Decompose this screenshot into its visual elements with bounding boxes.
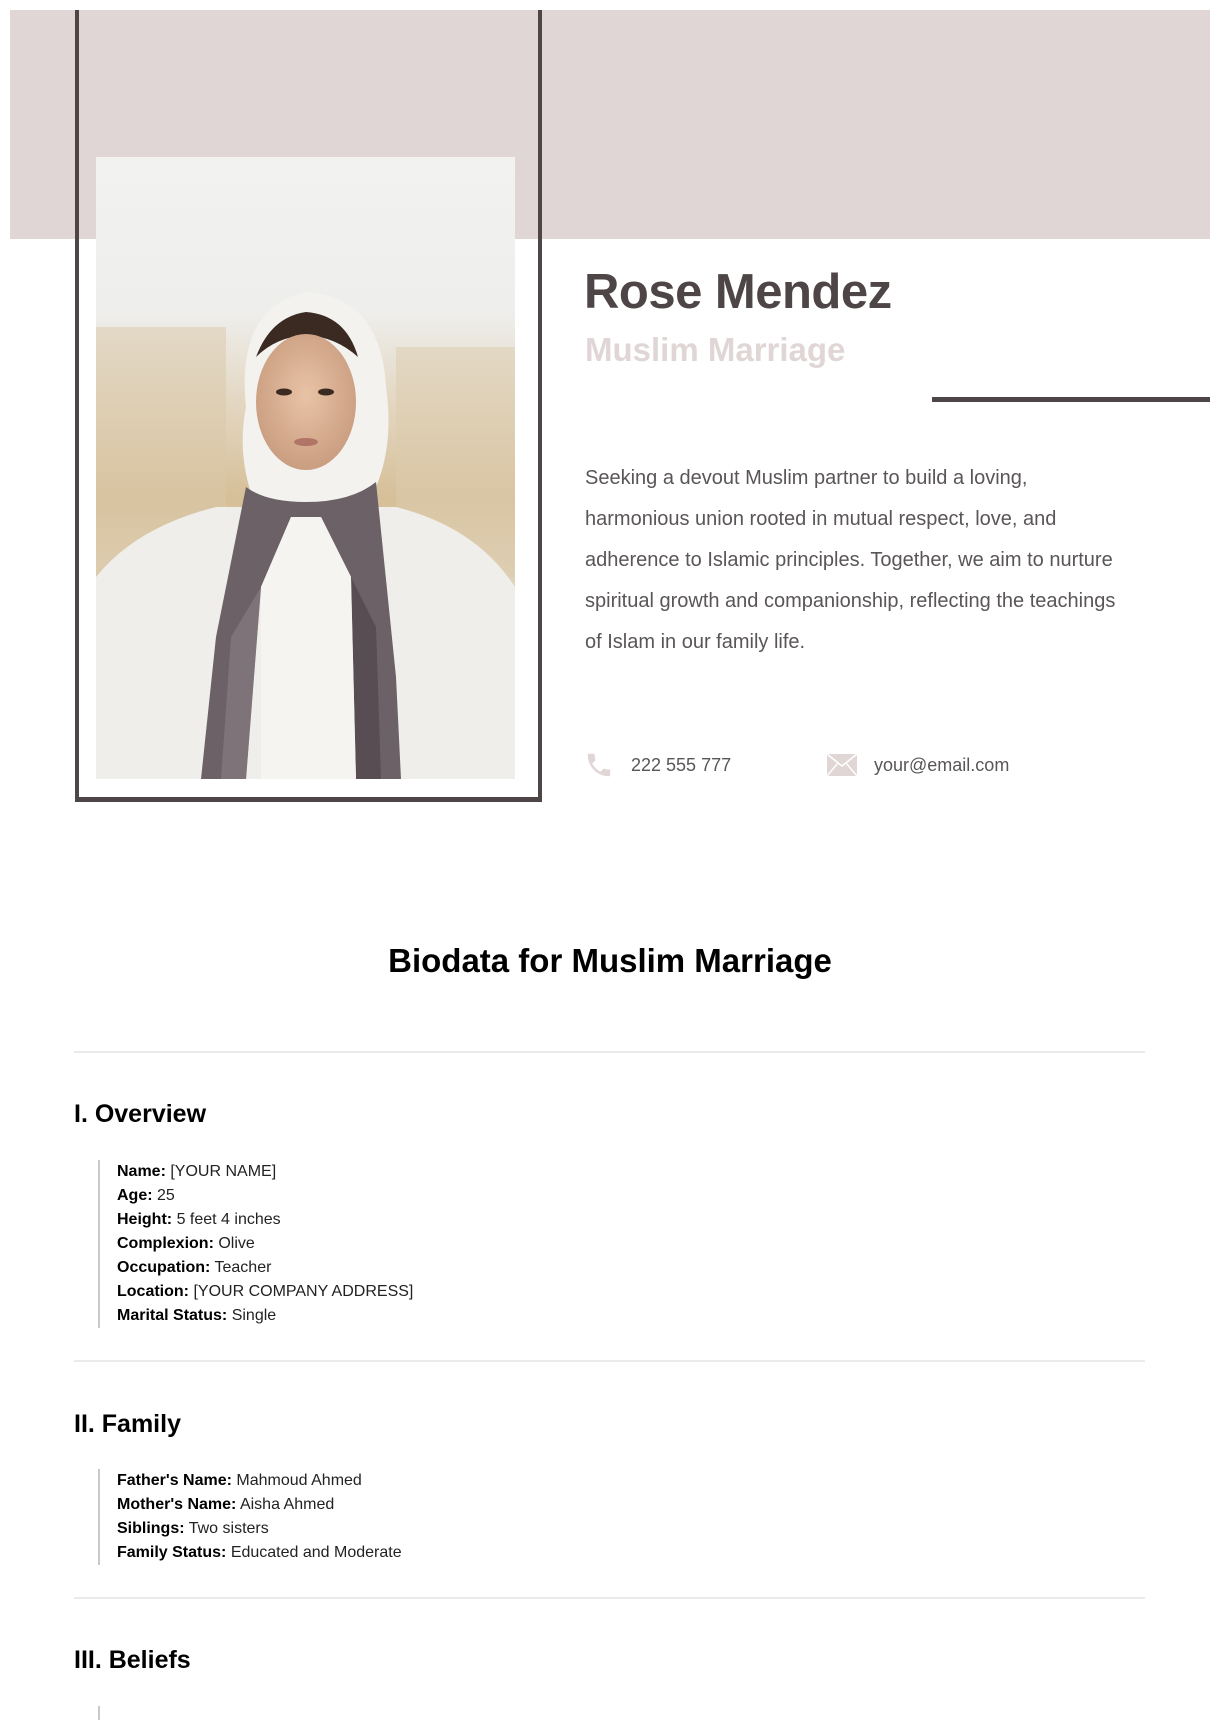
phone-number: 222 555 777 [631, 754, 732, 775]
family-details [98, 1469, 402, 1565]
detail-row-age: Age: 25 [117, 1187, 175, 1204]
intro-paragraph: Seeking a devout Muslim partner to build a loving, harmonious union rooted in mutual respect, love, and adherence to Islamic principles. Together, we aim to nurture spiritual growth and companionship, reflecting the teachings of Islam in our family life. [585, 467, 1116, 653]
document-title: Biodata for Muslim Marriage [388, 942, 832, 979]
section-divider [74, 1360, 1145, 1362]
detail-row-name: Name: [YOUR NAME] [117, 1163, 277, 1180]
section-heading-family: II. Family [74, 1410, 181, 1438]
section-divider [74, 1051, 1145, 1053]
contact-phone[interactable] [583, 748, 731, 782]
detail-row-family-status: Family Status: Educated and Moderate [117, 1544, 402, 1561]
contact-email[interactable] [826, 748, 1009, 782]
detail-row-father: Father's Name: Mahmoud Ahmed [117, 1472, 362, 1489]
detail-row-occupation: Occupation: Teacher [117, 1259, 272, 1276]
section-heading-beliefs: III. Beliefs [74, 1646, 191, 1674]
profile-photo [96, 157, 515, 779]
overview-details [98, 1160, 413, 1328]
profile-subtitle: Muslim Marriage [585, 331, 846, 368]
profile-name: Rose Mendez [584, 265, 892, 319]
detail-row-height: Height: 5 feet 4 inches [117, 1211, 281, 1228]
phone-icon [583, 749, 615, 781]
section-heading-overview: I. Overview [74, 1100, 207, 1128]
section-divider [74, 1597, 1145, 1599]
email-address: your@email.com [874, 754, 1010, 775]
portrait-image [96, 157, 515, 779]
detail-row-complexion: Complexion: Olive [117, 1235, 255, 1252]
detail-row-location: Location: [YOUR COMPANY ADDRESS] [117, 1283, 414, 1300]
detail-row-mother: Mother's Name: Aisha Ahmed [117, 1496, 335, 1513]
detail-row-siblings: Siblings: Two sisters [117, 1520, 269, 1537]
accent-divider [932, 397, 1210, 402]
detail-row-marital-status: Marital Status: Single [117, 1307, 277, 1324]
mail-icon [826, 749, 858, 781]
beliefs-details [98, 1706, 117, 1720]
